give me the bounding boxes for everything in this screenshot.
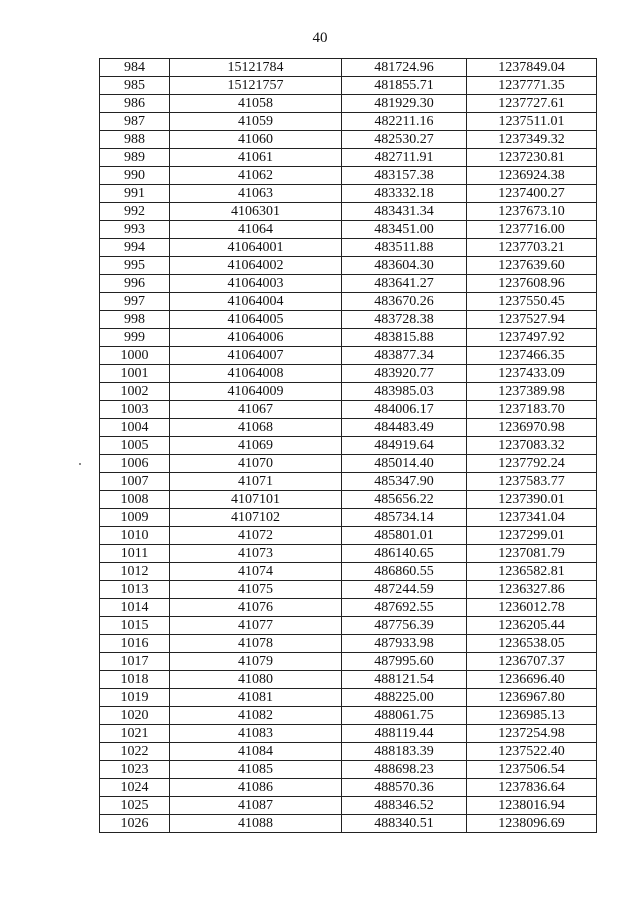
x-coordinate-cell: 487244.59 xyxy=(342,581,467,599)
x-coordinate-cell: 488121.54 xyxy=(342,671,467,689)
point-number-cell: 1009 xyxy=(100,509,170,527)
y-coordinate-cell: 1237299.01 xyxy=(467,527,597,545)
x-coordinate-cell: 483920.77 xyxy=(342,365,467,383)
y-coordinate-cell: 1236696.40 xyxy=(467,671,597,689)
point-number-cell: 1002 xyxy=(100,383,170,401)
point-id-cell: 41070 xyxy=(170,455,342,473)
y-coordinate-cell: 1236924.38 xyxy=(467,167,597,185)
point-id-cell: 41083 xyxy=(170,725,342,743)
x-coordinate-cell: 483985.03 xyxy=(342,383,467,401)
y-coordinate-cell: 1236707.37 xyxy=(467,653,597,671)
y-coordinate-cell: 1236205.44 xyxy=(467,617,597,635)
y-coordinate-cell: 1236538.05 xyxy=(467,635,597,653)
x-coordinate-cell: 484006.17 xyxy=(342,401,467,419)
x-coordinate-cell: 483877.34 xyxy=(342,347,467,365)
point-number-cell: 987 xyxy=(100,113,170,131)
table-row xyxy=(100,617,597,635)
table-row xyxy=(100,185,597,203)
x-coordinate-cell: 485656.22 xyxy=(342,491,467,509)
x-coordinate-cell: 483431.34 xyxy=(342,203,467,221)
point-number-cell: 985 xyxy=(100,77,170,95)
table-row xyxy=(100,293,597,311)
x-coordinate-cell: 483332.18 xyxy=(342,185,467,203)
table-row xyxy=(100,455,597,473)
point-id-cell: 41082 xyxy=(170,707,342,725)
x-coordinate-cell: 483604.30 xyxy=(342,257,467,275)
table-row xyxy=(100,257,597,275)
table-row xyxy=(100,365,597,383)
y-coordinate-cell: 1236327.86 xyxy=(467,581,597,599)
y-coordinate-cell: 1237254.98 xyxy=(467,725,597,743)
point-id-cell: 41064004 xyxy=(170,293,342,311)
table-row xyxy=(100,545,597,563)
table-row xyxy=(100,401,597,419)
table-row xyxy=(100,77,597,95)
x-coordinate-cell: 485347.90 xyxy=(342,473,467,491)
point-number-cell: 1017 xyxy=(100,653,170,671)
table-row xyxy=(100,563,597,581)
table-row xyxy=(100,707,597,725)
point-number-cell: 1004 xyxy=(100,419,170,437)
point-number-cell: 1023 xyxy=(100,761,170,779)
y-coordinate-cell: 1237583.77 xyxy=(467,473,597,491)
y-coordinate-cell: 1237836.64 xyxy=(467,779,597,797)
table-row xyxy=(100,113,597,131)
point-number-cell: 996 xyxy=(100,275,170,293)
point-number-cell: 1025 xyxy=(100,797,170,815)
table-row xyxy=(100,599,597,617)
y-coordinate-cell: 1237849.04 xyxy=(467,59,597,77)
point-id-cell: 4107102 xyxy=(170,509,342,527)
point-id-cell: 41064008 xyxy=(170,365,342,383)
point-id-cell: 41087 xyxy=(170,797,342,815)
y-coordinate-cell: 1237083.32 xyxy=(467,437,597,455)
table-row xyxy=(100,653,597,671)
table-row xyxy=(100,635,597,653)
x-coordinate-cell: 483511.88 xyxy=(342,239,467,257)
y-coordinate-cell: 1237230.81 xyxy=(467,149,597,167)
point-number-cell: 1000 xyxy=(100,347,170,365)
table-row xyxy=(100,761,597,779)
x-coordinate-cell: 483815.88 xyxy=(342,329,467,347)
y-coordinate-cell: 1238096.69 xyxy=(467,815,597,833)
x-coordinate-cell: 488183.39 xyxy=(342,743,467,761)
point-id-cell: 41064006 xyxy=(170,329,342,347)
table-row xyxy=(100,689,597,707)
y-coordinate-cell: 1237183.70 xyxy=(467,401,597,419)
y-coordinate-cell: 1238016.94 xyxy=(467,797,597,815)
x-coordinate-cell: 483157.38 xyxy=(342,167,467,185)
x-coordinate-cell: 481855.71 xyxy=(342,77,467,95)
x-coordinate-cell: 482711.91 xyxy=(342,149,467,167)
y-coordinate-cell: 1237433.09 xyxy=(467,365,597,383)
point-id-cell: 41086 xyxy=(170,779,342,797)
point-number-cell: 1019 xyxy=(100,689,170,707)
y-coordinate-cell: 1237771.35 xyxy=(467,77,597,95)
x-coordinate-cell: 488346.52 xyxy=(342,797,467,815)
y-coordinate-cell: 1236967.80 xyxy=(467,689,597,707)
point-number-cell: 1020 xyxy=(100,707,170,725)
table-row xyxy=(100,383,597,401)
x-coordinate-cell: 485734.14 xyxy=(342,509,467,527)
y-coordinate-cell: 1237349.32 xyxy=(467,131,597,149)
table-row xyxy=(100,473,597,491)
y-coordinate-cell: 1237389.98 xyxy=(467,383,597,401)
x-coordinate-cell: 486140.65 xyxy=(342,545,467,563)
y-coordinate-cell: 1237390.01 xyxy=(467,491,597,509)
point-number-cell: 1008 xyxy=(100,491,170,509)
point-id-cell: 41076 xyxy=(170,599,342,617)
table-row xyxy=(100,203,597,221)
y-coordinate-cell: 1237527.94 xyxy=(467,311,597,329)
point-number-cell: 1005 xyxy=(100,437,170,455)
y-coordinate-cell: 1237466.35 xyxy=(467,347,597,365)
point-number-cell: 986 xyxy=(100,95,170,113)
x-coordinate-cell: 487933.98 xyxy=(342,635,467,653)
point-id-cell: 41072 xyxy=(170,527,342,545)
table-row xyxy=(100,743,597,761)
x-coordinate-cell: 482530.27 xyxy=(342,131,467,149)
point-number-cell: 989 xyxy=(100,149,170,167)
point-number-cell: 984 xyxy=(100,59,170,77)
x-coordinate-cell: 488119.44 xyxy=(342,725,467,743)
point-number-cell: 990 xyxy=(100,167,170,185)
point-id-cell: 41080 xyxy=(170,671,342,689)
point-id-cell: 41074 xyxy=(170,563,342,581)
table-row xyxy=(100,419,597,437)
x-coordinate-cell: 483641.27 xyxy=(342,275,467,293)
point-number-cell: 1022 xyxy=(100,743,170,761)
point-number-cell: 998 xyxy=(100,311,170,329)
table-row xyxy=(100,509,597,527)
x-coordinate-cell: 488698.23 xyxy=(342,761,467,779)
point-id-cell: 41067 xyxy=(170,401,342,419)
point-id-cell: 41063 xyxy=(170,185,342,203)
point-id-cell: 15121757 xyxy=(170,77,342,95)
point-id-cell: 4107101 xyxy=(170,491,342,509)
table-row xyxy=(100,725,597,743)
y-coordinate-cell: 1237703.21 xyxy=(467,239,597,257)
y-coordinate-cell: 1237497.92 xyxy=(467,329,597,347)
y-coordinate-cell: 1237673.10 xyxy=(467,203,597,221)
point-number-cell: 993 xyxy=(100,221,170,239)
table-row xyxy=(100,311,597,329)
table-row xyxy=(100,527,597,545)
point-number-cell: 1010 xyxy=(100,527,170,545)
point-number-cell: 1013 xyxy=(100,581,170,599)
point-id-cell: 41064005 xyxy=(170,311,342,329)
table-row xyxy=(100,779,597,797)
point-number-cell: 1024 xyxy=(100,779,170,797)
point-number-cell: 1026 xyxy=(100,815,170,833)
x-coordinate-cell: 487692.55 xyxy=(342,599,467,617)
point-number-cell: 1007 xyxy=(100,473,170,491)
point-number-cell: 1003 xyxy=(100,401,170,419)
point-id-cell: 41069 xyxy=(170,437,342,455)
table-row xyxy=(100,221,597,239)
table-row xyxy=(100,149,597,167)
point-id-cell: 15121784 xyxy=(170,59,342,77)
point-id-cell: 41064002 xyxy=(170,257,342,275)
coordinates-table xyxy=(99,58,597,833)
x-coordinate-cell: 485014.40 xyxy=(342,455,467,473)
y-coordinate-cell: 1237550.45 xyxy=(467,293,597,311)
table-row xyxy=(100,131,597,149)
y-coordinate-cell: 1237727.61 xyxy=(467,95,597,113)
table-row xyxy=(100,275,597,293)
table-row xyxy=(100,581,597,599)
table-row xyxy=(100,167,597,185)
x-coordinate-cell: 488570.36 xyxy=(342,779,467,797)
table-row xyxy=(100,347,597,365)
point-id-cell: 41078 xyxy=(170,635,342,653)
scan-speck xyxy=(79,463,81,465)
table-row xyxy=(100,95,597,113)
x-coordinate-cell: 487995.60 xyxy=(342,653,467,671)
x-coordinate-cell: 485801.01 xyxy=(342,527,467,545)
table-body xyxy=(100,59,597,833)
point-id-cell: 41064009 xyxy=(170,383,342,401)
coordinates-table-container xyxy=(99,58,596,833)
point-id-cell: 41075 xyxy=(170,581,342,599)
point-id-cell: 41062 xyxy=(170,167,342,185)
x-coordinate-cell: 488061.75 xyxy=(342,707,467,725)
point-number-cell: 1021 xyxy=(100,725,170,743)
point-number-cell: 1011 xyxy=(100,545,170,563)
point-id-cell: 41071 xyxy=(170,473,342,491)
x-coordinate-cell: 488340.51 xyxy=(342,815,467,833)
y-coordinate-cell: 1237639.60 xyxy=(467,257,597,275)
y-coordinate-cell: 1236012.78 xyxy=(467,599,597,617)
table-row xyxy=(100,815,597,833)
point-id-cell: 41077 xyxy=(170,617,342,635)
point-id-cell: 41073 xyxy=(170,545,342,563)
y-coordinate-cell: 1237506.54 xyxy=(467,761,597,779)
y-coordinate-cell: 1237511.01 xyxy=(467,113,597,131)
page-number: 40 xyxy=(312,30,328,46)
point-number-cell: 992 xyxy=(100,203,170,221)
x-coordinate-cell: 484919.64 xyxy=(342,437,467,455)
x-coordinate-cell: 486860.55 xyxy=(342,563,467,581)
point-id-cell: 41060 xyxy=(170,131,342,149)
y-coordinate-cell: 1236985.13 xyxy=(467,707,597,725)
x-coordinate-cell: 483670.26 xyxy=(342,293,467,311)
point-number-cell: 1014 xyxy=(100,599,170,617)
x-coordinate-cell: 483728.38 xyxy=(342,311,467,329)
x-coordinate-cell: 481724.96 xyxy=(342,59,467,77)
point-number-cell: 999 xyxy=(100,329,170,347)
point-id-cell: 41061 xyxy=(170,149,342,167)
x-coordinate-cell: 487756.39 xyxy=(342,617,467,635)
point-number-cell: 1012 xyxy=(100,563,170,581)
point-id-cell: 41064003 xyxy=(170,275,342,293)
point-number-cell: 1001 xyxy=(100,365,170,383)
point-id-cell: 41084 xyxy=(170,743,342,761)
table-row xyxy=(100,437,597,455)
point-id-cell: 41064001 xyxy=(170,239,342,257)
point-number-cell: 997 xyxy=(100,293,170,311)
y-coordinate-cell: 1237792.24 xyxy=(467,455,597,473)
point-id-cell: 41064 xyxy=(170,221,342,239)
table-row xyxy=(100,329,597,347)
point-number-cell: 1015 xyxy=(100,617,170,635)
table-row xyxy=(100,59,597,77)
point-id-cell: 41081 xyxy=(170,689,342,707)
y-coordinate-cell: 1237716.00 xyxy=(467,221,597,239)
point-id-cell: 41064007 xyxy=(170,347,342,365)
x-coordinate-cell: 488225.00 xyxy=(342,689,467,707)
point-number-cell: 988 xyxy=(100,131,170,149)
y-coordinate-cell: 1237400.27 xyxy=(467,185,597,203)
point-number-cell: 1006 xyxy=(100,455,170,473)
point-id-cell: 41068 xyxy=(170,419,342,437)
x-coordinate-cell: 484483.49 xyxy=(342,419,467,437)
x-coordinate-cell: 481929.30 xyxy=(342,95,467,113)
y-coordinate-cell: 1237341.04 xyxy=(467,509,597,527)
point-id-cell: 41088 xyxy=(170,815,342,833)
table-row xyxy=(100,491,597,509)
point-id-cell: 41085 xyxy=(170,761,342,779)
y-coordinate-cell: 1237608.96 xyxy=(467,275,597,293)
point-number-cell: 1018 xyxy=(100,671,170,689)
table-row xyxy=(100,239,597,257)
point-number-cell: 991 xyxy=(100,185,170,203)
x-coordinate-cell: 483451.00 xyxy=(342,221,467,239)
y-coordinate-cell: 1236582.81 xyxy=(467,563,597,581)
point-id-cell: 41058 xyxy=(170,95,342,113)
table-row xyxy=(100,797,597,815)
point-id-cell: 41079 xyxy=(170,653,342,671)
point-id-cell: 4106301 xyxy=(170,203,342,221)
table-row xyxy=(100,671,597,689)
point-number-cell: 1016 xyxy=(100,635,170,653)
y-coordinate-cell: 1237522.40 xyxy=(467,743,597,761)
y-coordinate-cell: 1237081.79 xyxy=(467,545,597,563)
x-coordinate-cell: 482211.16 xyxy=(342,113,467,131)
point-number-cell: 995 xyxy=(100,257,170,275)
y-coordinate-cell: 1236970.98 xyxy=(467,419,597,437)
point-id-cell: 41059 xyxy=(170,113,342,131)
point-number-cell: 994 xyxy=(100,239,170,257)
